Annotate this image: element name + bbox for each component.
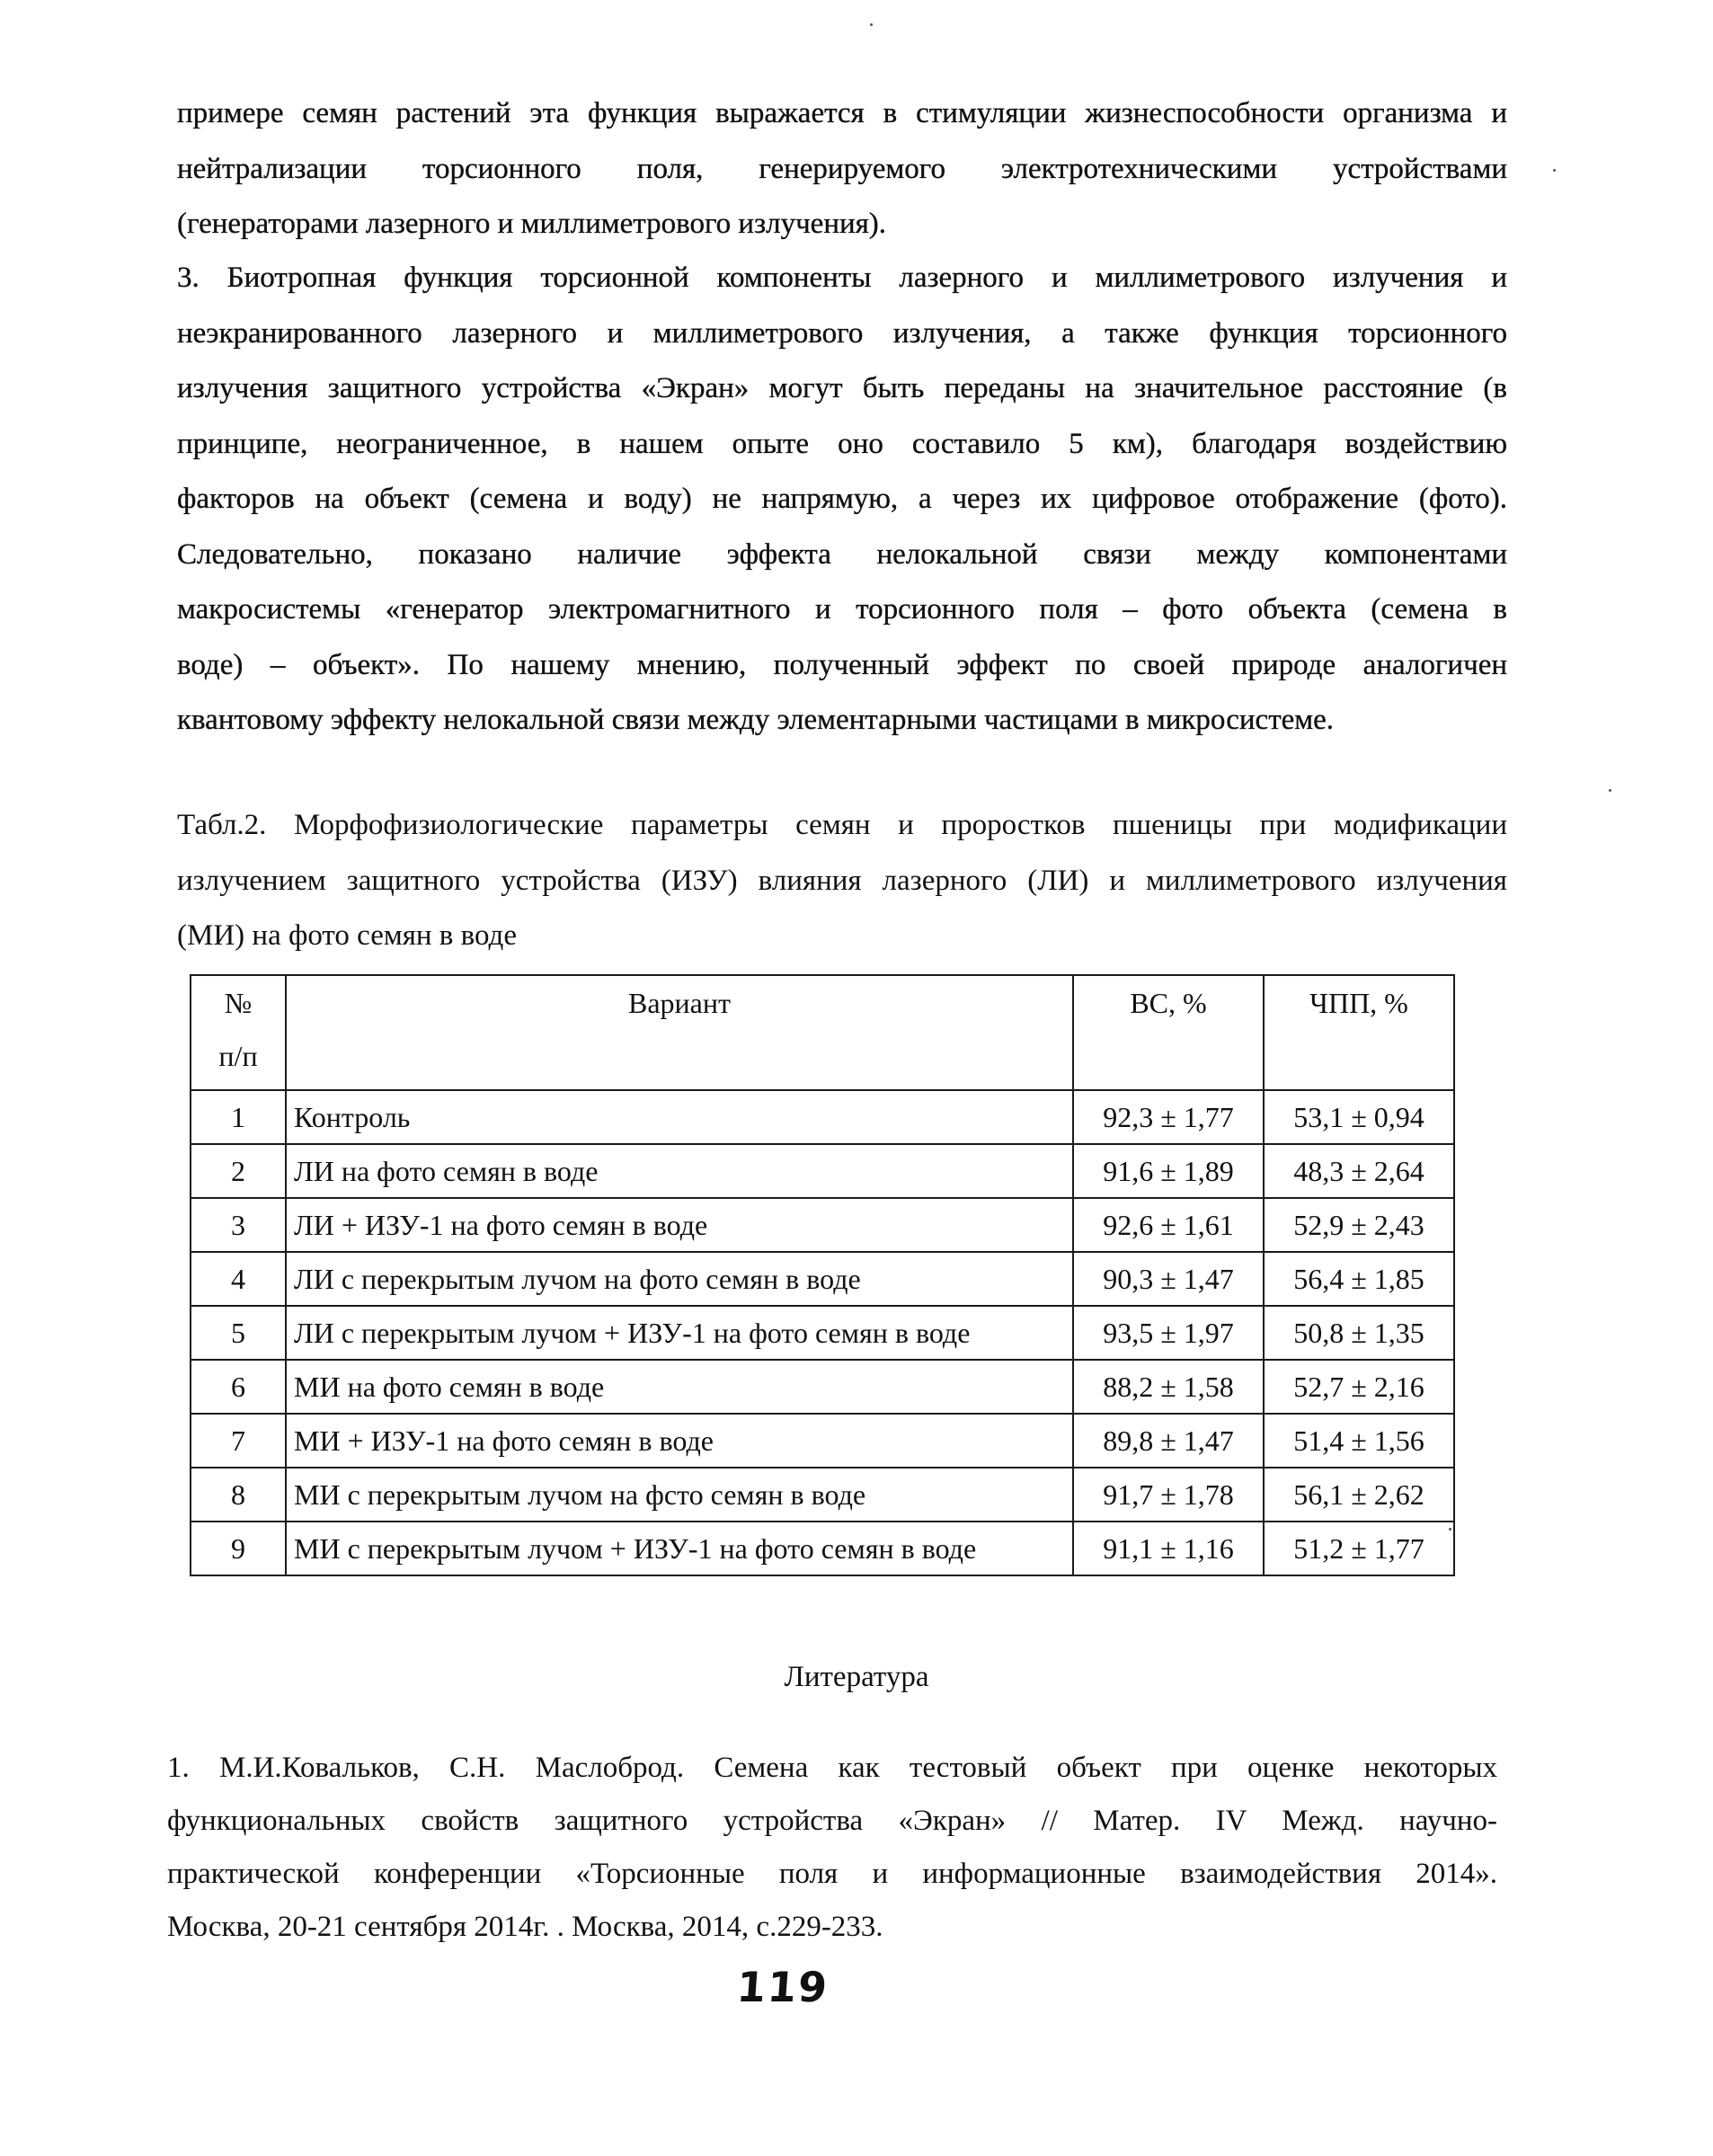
cell-bc: 92,3 ± 1,77 [1073, 1090, 1264, 1144]
text-line: (генераторами лазерного и миллиметрового излучения). [177, 208, 887, 240]
cell-bc: 92,6 ± 1,61 [1073, 1198, 1264, 1252]
table-row [191, 1090, 1454, 1144]
table-caption [177, 798, 1507, 964]
table-row [191, 1306, 1454, 1360]
cell-number: 9 [191, 1522, 286, 1575]
text-line: воде) – объект». По нашему мнению, полученный эффект по своей природе аналогичен [177, 648, 1507, 681]
cell-variant: ЛИ с перекрытым лучом на фото семян в воде [286, 1252, 1073, 1306]
cell-number: 2 [191, 1144, 286, 1198]
cell-variant: ЛИ с перекрытым лучом + ИЗУ-1 на фото семян в воде [286, 1306, 1073, 1360]
cell-variant: МИ на фото семян в воде [286, 1360, 1073, 1414]
header-chpp-label: ЧПП, % [1309, 987, 1408, 1019]
cell-number: 3 [191, 1198, 286, 1252]
text-line: неэкранированного лазерного и миллиметрового излучения, а также функция торсионного [177, 316, 1507, 350]
text-line: макросистемы «генератор электромагнитного и торсионного поля – фото объекта (семена в [177, 593, 1507, 626]
cell-chpp: 56,4 ± 1,85 [1264, 1252, 1454, 1306]
paragraph-conclusion-3 [177, 251, 1507, 749]
header-bc-label: ВС, % [1130, 987, 1207, 1019]
cell-variant: ЛИ на фото семян в воде [286, 1144, 1073, 1198]
table-row [191, 1414, 1454, 1468]
reference-line: Москва, 20-21 сентября 2014г. . Москва, 2014, с.229-233. [167, 1911, 883, 1943]
cell-variant: Контроль [286, 1090, 1073, 1144]
table-row [191, 1468, 1454, 1522]
cell-bc: 89,8 ± 1,47 [1073, 1414, 1264, 1468]
cell-chpp: 52,9 ± 2,43 [1264, 1198, 1454, 1252]
cell-chpp: 52,7 ± 2,16 [1264, 1360, 1454, 1414]
cell-number: 7 [191, 1414, 286, 1468]
cell-variant: ЛИ + ИЗУ-1 на фото семян в воде [286, 1198, 1073, 1252]
cell-number: 5 [191, 1306, 286, 1360]
cell-number: 8 [191, 1468, 286, 1522]
scan-speck [1553, 169, 1556, 172]
cell-bc: 91,6 ± 1,89 [1073, 1144, 1264, 1198]
cell-chpp: 51,4 ± 1,56 [1264, 1414, 1454, 1468]
reference-item [167, 1742, 1497, 1954]
caption-line: излучением защитного устройства (ИЗУ) влияния лазерного (ЛИ) и миллиметрового излучения [177, 864, 1507, 897]
table-row [191, 1360, 1454, 1414]
text-line: принципе, неограниченное, в нашем опыте оно составило 5 км), благодаря воздействию [177, 427, 1507, 460]
literature-heading: Литература [784, 1661, 929, 1693]
header-number-pp: п/п [218, 1040, 258, 1072]
table-header-row [191, 975, 1454, 1090]
text-line: примере семян растений эта функция выражается в стимуляции жизнеспособности организма и [177, 97, 1507, 129]
text-line: квантовому эффекту нелокальной связи между элементарными частицами в микросистеме. [177, 704, 1335, 736]
header-chpp [1264, 975, 1454, 1090]
table-row [191, 1144, 1454, 1198]
scan-speck [1449, 1528, 1451, 1530]
header-bc [1073, 975, 1264, 1090]
caption-line: Табл.2. Морфофизиологические параметры семян и проростков пшеницы при модификации [177, 809, 1507, 841]
cell-bc: 91,1 ± 1,16 [1073, 1522, 1264, 1575]
cell-variant: МИ + ИЗУ-1 на фото семян в воде [286, 1414, 1073, 1468]
text-line: 3. Биотропная функция торсионной компоненты лазерного и миллиметрового излучения и [177, 262, 1507, 294]
reference-line: практической конференции «Торсионные поля и информационные взаимодействия 2014». [167, 1858, 1497, 1890]
page-number: 119 [735, 1963, 830, 2011]
header-number-symbol: № [224, 987, 253, 1019]
results-table [190, 974, 1455, 1576]
cell-chpp: 50,8 ± 1,35 [1264, 1306, 1454, 1360]
cell-bc: 91,7 ± 1,78 [1073, 1468, 1264, 1522]
cell-number: 1 [191, 1090, 286, 1144]
text-line: факторов на объект (семена и воду) не напрямую, а через их цифровое отображение (фото). [177, 483, 1507, 515]
caption-line: (МИ) на фото семян в воде [177, 919, 517, 952]
cell-chpp: 51,2 ± 1,77 [1264, 1522, 1454, 1575]
cell-chpp: 53,1 ± 0,94 [1264, 1090, 1454, 1144]
table-row [191, 1252, 1454, 1306]
paragraph-continuation [177, 86, 1507, 253]
cell-chpp: 56,1 ± 2,62 [1264, 1468, 1454, 1522]
header-number [191, 975, 286, 1090]
header-variant-label: Вариант [628, 987, 731, 1019]
table-row [191, 1522, 1454, 1575]
text-line: Следовательно, показано наличие эффекта нелокальной связи между компонентами [177, 537, 1507, 571]
scan-speck [1609, 789, 1611, 792]
reference-line: 1. М.И.Ковальков, С.Н. Маслоброд. Семена как тестовый объект при оценке некоторых [167, 1752, 1497, 1784]
header-variant [286, 975, 1073, 1090]
text-line: нейтрализации торсионного поля, генерируемого электротехническими устройствами [177, 152, 1507, 185]
cell-variant: МИ с перекрытым лучом + ИЗУ-1 на фото семян в воде [286, 1522, 1073, 1575]
reference-line: функциональных свойств защитного устройства «Экран» // Матер. IV Межд. научно- [167, 1805, 1497, 1837]
cell-number: 6 [191, 1360, 286, 1414]
cell-bc: 93,5 ± 1,97 [1073, 1306, 1264, 1360]
cell-bc: 90,3 ± 1,47 [1073, 1252, 1264, 1306]
scan-speck [870, 23, 873, 26]
cell-variant: МИ с перекрытым лучом на фсто семян в воде [286, 1468, 1073, 1522]
cell-number: 4 [191, 1252, 286, 1306]
table-row [191, 1198, 1454, 1252]
text-line: излучения защитного устройства «Экран» могут быть переданы на значительное расстояние (в [177, 372, 1507, 404]
cell-bc: 88,2 ± 1,58 [1073, 1360, 1264, 1414]
cell-chpp: 48,3 ± 2,64 [1264, 1144, 1454, 1198]
